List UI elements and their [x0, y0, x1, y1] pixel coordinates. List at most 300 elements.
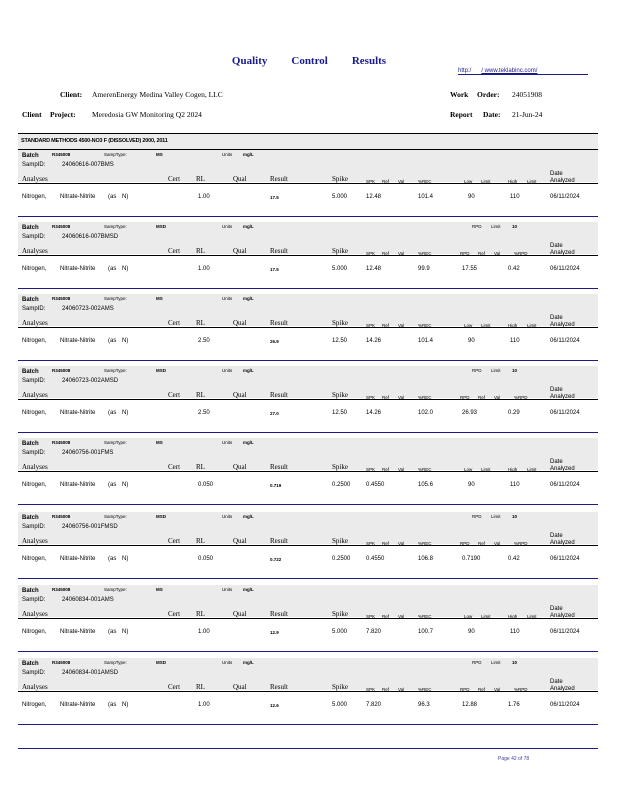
spike-header: Spike [332, 537, 348, 545]
sampid-value: 24060834-001AMSD [62, 670, 119, 676]
date-label: Date [550, 533, 563, 539]
project-value: Meredosia GW Monitoring Q2 2024 [92, 110, 202, 119]
analyzed-label: Analyzed [550, 686, 575, 692]
date-value: 06/11/2024 [550, 556, 580, 562]
analyte-nitrogen: Nitrogen, [22, 482, 47, 488]
page-number: Page 42 of 78 [498, 756, 530, 762]
ref-header: Ref [382, 323, 390, 328]
result-value: 17.5 [270, 267, 279, 272]
qc-block [18, 585, 598, 652]
spk-header: SPK [366, 687, 376, 692]
spk-ref-value: 14.26 [366, 338, 382, 344]
sampid-value: 24060756-001FMSD [62, 524, 118, 530]
spike-value: 5.000 [332, 629, 348, 635]
high-limit-header: Limit [527, 467, 537, 472]
qc-block [18, 294, 598, 361]
samptype-label: SampType: [104, 587, 127, 592]
val2-header: Val [494, 395, 501, 400]
analyses-header: Analyses [22, 247, 48, 255]
rl-header: RL [196, 319, 205, 327]
analyte-n: N) [122, 702, 129, 708]
analyte-nitrogen: Nitrogen, [22, 410, 47, 416]
batch-label: Batch [22, 515, 39, 521]
high-header: High [508, 467, 518, 472]
rpd-value: 0.29 [508, 410, 520, 416]
qc-block [18, 512, 598, 579]
sampid-label: SampID: [22, 597, 46, 603]
order-label: Order: [477, 90, 500, 99]
sampid-value: 24060756-001FMS [62, 450, 114, 456]
title-word-control: Control [291, 55, 328, 67]
result-value: 27.0 [270, 411, 279, 416]
analyte-n: N) [122, 482, 129, 488]
spk-header: SPK [366, 251, 376, 256]
analyzed-label: Analyzed [550, 394, 575, 400]
rpd-limit-label: Limit [491, 660, 501, 665]
samptype-label: SampType: [104, 152, 127, 157]
date-label: Date: [483, 110, 501, 119]
rec-value: 102.0 [418, 410, 434, 416]
qual-header: Qual [233, 391, 247, 399]
rpd-ref-value: 26.93 [462, 410, 478, 416]
date-value: 06/11/2024 [550, 629, 580, 635]
batch-label: Batch [22, 441, 39, 447]
val-header: Val [398, 395, 405, 400]
rpd-value: 0.42 [508, 266, 520, 272]
footer-rule [18, 748, 598, 749]
analyte-nitrogen: Nitrogen, [22, 629, 47, 635]
date-value: 06/11/2024 [550, 410, 580, 416]
rec-value: 100.7 [418, 629, 434, 635]
qc-block [18, 366, 598, 433]
sampid-label: SampID: [22, 670, 46, 676]
result-header: Result [270, 537, 288, 545]
analyte-n: N) [122, 410, 129, 416]
date-label: Date [550, 171, 563, 177]
column-header-rule [18, 545, 598, 546]
pct-rpd-header: %RPD [514, 251, 528, 256]
qual-header: Qual [233, 175, 247, 183]
sampid-label: SampID: [22, 234, 46, 240]
ref2-header: Ref [478, 687, 486, 692]
samptype-label: SampType: [104, 660, 127, 665]
sampid-label: SampID: [22, 306, 46, 312]
rpd-ref-value: 17.55 [462, 266, 478, 272]
rec-value: 101.4 [418, 194, 434, 200]
samptype-value: MSD [156, 224, 166, 229]
batch-value: R345008 [52, 152, 71, 157]
high-header: High [508, 323, 518, 328]
sampid-label: SampID: [22, 524, 46, 530]
pct-rpd-header: %RPD [514, 687, 528, 692]
date-value: 06/11/2024 [550, 482, 580, 488]
analyte-n: N) [122, 194, 129, 200]
rpd-limit-value: 10 [512, 514, 518, 519]
date-value: 06/11/2024 [550, 702, 580, 708]
rec-header: %REC [418, 179, 432, 184]
low-limit-header: Limit [481, 179, 491, 184]
spk-header: SPK [366, 179, 376, 184]
ref2-header: Ref [478, 251, 486, 256]
analyte-as: (as [108, 338, 117, 344]
rpd-ref-header: RPD [460, 687, 470, 692]
high-limit-header: Limit [527, 614, 537, 619]
report-label: Report [450, 110, 473, 119]
analyte-as: (as [108, 702, 117, 708]
date-label: Date [550, 679, 563, 685]
analyzed-label: Analyzed [550, 250, 575, 256]
result-value: 0.719 [270, 483, 282, 488]
url-path[interactable]: / www.teklabinc.com/ [481, 68, 538, 74]
units-value: mg/L [243, 296, 254, 301]
spike-value: 0.2500 [332, 556, 351, 562]
low-limit-header: Limit [481, 467, 491, 472]
date-value: 06/11/2024 [550, 194, 580, 200]
rl-header: RL [196, 683, 205, 691]
rpd-limit-label: Limit [491, 514, 501, 519]
units-label: Units [222, 368, 233, 373]
rec-header: %REC [418, 395, 432, 400]
rpd-ref-value: 0.7190 [462, 556, 481, 562]
result-value: 26.9 [270, 339, 279, 344]
qual-header: Qual [233, 319, 247, 327]
units-label: Units [222, 152, 233, 157]
val-header: Val [398, 467, 405, 472]
ref-header: Ref [382, 541, 390, 546]
cert-header: Cert [168, 247, 181, 255]
spike-value: 12.50 [332, 410, 348, 416]
val2-header: Val [494, 541, 501, 546]
result-header: Result [270, 175, 288, 183]
units-value: mg/L [243, 440, 254, 445]
units-value: mg/L [243, 587, 254, 592]
client-value: AmerenEnergy Medina Valley Cogen, LLC [92, 90, 223, 99]
spike-header: Spike [332, 319, 348, 327]
rpd-ref-header: RPD [460, 251, 470, 256]
spike-header: Spike [332, 610, 348, 618]
rec-header: %REC [418, 541, 432, 546]
rpd-value: 0.42 [508, 556, 520, 562]
project-label: Project: [50, 110, 76, 119]
rl-value: 2.50 [198, 410, 210, 416]
qual-header: Qual [233, 537, 247, 545]
spike-header: Spike [332, 683, 348, 691]
sampid-value: 24060616-007BMSD [62, 234, 119, 240]
units-value: mg/L [243, 224, 254, 229]
analyzed-label: Analyzed [550, 466, 575, 472]
qc-block [18, 438, 598, 505]
spk-header: SPK [366, 467, 376, 472]
units-label: Units [222, 660, 233, 665]
spk-ref-value: 7.820 [366, 629, 382, 635]
analyte-as: (as [108, 629, 117, 635]
method-title: STANDARD METHODS 4500-NO3 F (DISSOLVED) 2000, 2011 [21, 138, 168, 144]
result-value: 17.5 [270, 195, 279, 200]
date-label: Date [550, 315, 563, 321]
batch-value: R345008 [52, 660, 71, 665]
result-header: Result [270, 683, 288, 691]
qual-header: Qual [233, 683, 247, 691]
high-header: High [508, 614, 518, 619]
analyses-header: Analyses [22, 175, 48, 183]
title-word-results: Results [351, 55, 387, 67]
pct-rpd-header: %RPD [514, 395, 528, 400]
low-header: Low [464, 614, 473, 619]
low-header: Low [464, 467, 473, 472]
units-label: Units [222, 440, 233, 445]
low-limit-value: 90 [468, 194, 475, 200]
title-word-quality: Quality [231, 55, 268, 67]
high-limit-value: 110 [510, 194, 520, 200]
rl-value: 1.00 [198, 702, 210, 708]
analyte-as: (as [108, 410, 117, 416]
spike-value: 5.000 [332, 702, 348, 708]
samptype-label: SampType: [104, 514, 127, 519]
date-label: Date [550, 606, 563, 612]
date-label: Date [550, 243, 563, 249]
batch-value: R345008 [52, 514, 71, 519]
analyte-nitrogen: Nitrogen, [22, 194, 47, 200]
qual-header: Qual [233, 463, 247, 471]
samptype-label: SampType: [104, 296, 127, 301]
low-limit-value: 90 [468, 629, 475, 635]
analyses-header: Analyses [22, 537, 48, 545]
rl-value: 1.00 [198, 266, 210, 272]
rl-header: RL [196, 175, 205, 183]
analyte-nitrogen: Nitrogen, [22, 338, 47, 344]
samptype-label: SampType: [104, 368, 127, 373]
analyte-nitrate: Nitrate-Nitrite [60, 410, 96, 416]
analyzed-label: Analyzed [550, 322, 575, 328]
rpd-top-label: RPD [472, 224, 482, 229]
rpd-ref-header: RPD [460, 541, 470, 546]
ref-header: Ref [382, 467, 390, 472]
sampid-value: 24060616-007BMS [62, 162, 114, 168]
rec-header: %REC [418, 614, 432, 619]
date-label: Date [550, 387, 563, 393]
sampid-label: SampID: [22, 378, 46, 384]
ref-header: Ref [382, 395, 390, 400]
val-header: Val [398, 323, 405, 328]
analyte-nitrogen: Nitrogen, [22, 556, 47, 562]
ref-header: Ref [382, 614, 390, 619]
samptype-value: MS [156, 152, 163, 157]
rec-value: 96.3 [418, 702, 430, 708]
analyte-n: N) [122, 266, 129, 272]
batch-value: R345008 [52, 587, 71, 592]
sampid-value: 24060834-001AMS [62, 597, 114, 603]
pct-rpd-header: %RPD [514, 541, 528, 546]
spk-header: SPK [366, 395, 376, 400]
batch-value: R345008 [52, 296, 71, 301]
analyzed-label: Analyzed [550, 613, 575, 619]
column-header-rule [18, 399, 598, 400]
rl-header: RL [196, 391, 205, 399]
samptype-value: MSD [156, 660, 166, 665]
rpd-limit-value: 10 [512, 660, 518, 665]
analyses-header: Analyses [22, 610, 48, 618]
analyte-nitrate: Nitrate-Nitrite [60, 556, 96, 562]
cert-header: Cert [168, 683, 181, 691]
spike-header: Spike [332, 391, 348, 399]
ref2-header: Ref [478, 541, 486, 546]
spk-ref-value: 7.820 [366, 702, 382, 708]
rl-value: 1.00 [198, 629, 210, 635]
val-header: Val [398, 541, 405, 546]
high-limit-header: Limit [527, 323, 537, 328]
qc-block [18, 150, 598, 217]
analyzed-label: Analyzed [550, 178, 575, 184]
qual-header: Qual [233, 247, 247, 255]
rl-value: 0.050 [198, 482, 214, 488]
batch-value: R345008 [52, 368, 71, 373]
batch-value: R345008 [52, 440, 71, 445]
date-label: Date [550, 459, 563, 465]
cert-header: Cert [168, 463, 181, 471]
analyte-nitrate: Nitrate-Nitrite [60, 194, 96, 200]
spike-value: 12.50 [332, 338, 348, 344]
batch-label: Batch [22, 225, 39, 231]
sampid-value: 24060723-002AMSD [62, 378, 119, 384]
spk-header: SPK [366, 541, 376, 546]
work-label: Work [450, 90, 469, 99]
samptype-value: MS [156, 440, 163, 445]
spike-value: 5.000 [332, 194, 348, 200]
val-header: Val [398, 687, 405, 692]
val-header: Val [398, 251, 405, 256]
qc-block [18, 658, 598, 725]
analyte-as: (as [108, 482, 117, 488]
samptype-label: SampType: [104, 224, 127, 229]
spk-header: SPK [366, 323, 376, 328]
rl-header: RL [196, 247, 205, 255]
rpd-top-label: RPD [472, 514, 482, 519]
units-value: mg/L [243, 660, 254, 665]
result-header: Result [270, 319, 288, 327]
rl-value: 0.050 [198, 556, 214, 562]
date-value: 21-Jun-24 [512, 110, 543, 119]
low-header: Low [464, 323, 473, 328]
rpd-ref-header: RPD [460, 395, 470, 400]
analyzed-label: Analyzed [550, 540, 575, 546]
cert-header: Cert [168, 319, 181, 327]
units-value: mg/L [243, 152, 254, 157]
website-link[interactable] [458, 68, 588, 75]
batch-label: Batch [22, 297, 39, 303]
batch-label: Batch [22, 588, 39, 594]
samptype-label: SampType: [104, 440, 127, 445]
low-limit-header: Limit [481, 614, 491, 619]
column-header-rule [18, 691, 598, 692]
qual-header: Qual [233, 610, 247, 618]
batch-label: Batch [22, 661, 39, 667]
result-value: 12.9 [270, 630, 279, 635]
val-header: Val [398, 614, 405, 619]
analyte-n: N) [122, 338, 129, 344]
order-value: 24051908 [512, 90, 542, 99]
spike-header: Spike [332, 463, 348, 471]
batch-label: Batch [22, 369, 39, 375]
analyses-header: Analyses [22, 683, 48, 691]
result-header: Result [270, 610, 288, 618]
rpd-limit-label: Limit [491, 368, 501, 373]
spike-header: Spike [332, 175, 348, 183]
rl-header: RL [196, 537, 205, 545]
analyte-as: (as [108, 194, 117, 200]
units-value: mg/L [243, 514, 254, 519]
rec-header: %REC [418, 687, 432, 692]
analyte-nitrate: Nitrate-Nitrite [60, 338, 96, 344]
units-label: Units [222, 296, 233, 301]
rpd-limit-value: 10 [512, 224, 518, 229]
rpd-limit-value: 10 [512, 368, 518, 373]
spk-ref-value: 0.4550 [366, 482, 385, 488]
samptype-value: MS [156, 296, 163, 301]
cert-header: Cert [168, 610, 181, 618]
samptype-value: MS [156, 587, 163, 592]
analyses-header: Analyses [22, 391, 48, 399]
spike-value: 5.000 [332, 266, 348, 272]
low-limit-value: 90 [468, 482, 475, 488]
rl-value: 1.00 [198, 194, 210, 200]
analyte-nitrate: Nitrate-Nitrite [60, 482, 96, 488]
spike-header: Spike [332, 247, 348, 255]
rpd-top-label: RPD [472, 660, 482, 665]
samptype-value: MSD [156, 514, 166, 519]
rpd-limit-label: Limit [491, 224, 501, 229]
low-limit-header: Limit [481, 323, 491, 328]
cert-header: Cert [168, 537, 181, 545]
high-limit-value: 110 [510, 482, 520, 488]
val2-header: Val [494, 687, 501, 692]
result-value: 12.6 [270, 703, 279, 708]
analyte-nitrate: Nitrate-Nitrite [60, 702, 96, 708]
cert-header: Cert [168, 391, 181, 399]
qc-block [18, 222, 598, 289]
low-header: Low [464, 179, 473, 184]
result-header: Result [270, 391, 288, 399]
rl-value: 2.50 [198, 338, 210, 344]
high-limit-header: Limit [527, 179, 537, 184]
low-limit-value: 90 [468, 338, 475, 344]
analyte-nitrate: Nitrate-Nitrite [60, 266, 96, 272]
units-label: Units [222, 587, 233, 592]
sampid-label: SampID: [22, 162, 46, 168]
ref-header: Ref [382, 687, 390, 692]
ref-header: Ref [382, 179, 390, 184]
rpd-ref-value: 12.88 [462, 702, 478, 708]
report-title [0, 51, 618, 69]
rl-header: RL [196, 463, 205, 471]
sampid-label: SampID: [22, 450, 46, 456]
ref2-header: Ref [478, 395, 486, 400]
client-project-label: Client [22, 110, 42, 119]
rec-value: 105.6 [418, 482, 434, 488]
rpd-value: 1.76 [508, 702, 520, 708]
column-header-rule [18, 255, 598, 256]
analyte-as: (as [108, 266, 117, 272]
ref-header: Ref [382, 251, 390, 256]
high-limit-value: 110 [510, 338, 520, 344]
analyses-header: Analyses [22, 319, 48, 327]
rec-value: 101.4 [418, 338, 434, 344]
rec-header: %REC [418, 467, 432, 472]
analyte-nitrogen: Nitrogen, [22, 266, 47, 272]
spk-header: SPK [366, 614, 376, 619]
val2-header: Val [494, 251, 501, 256]
units-value: mg/L [243, 368, 254, 373]
analyte-n: N) [122, 556, 129, 562]
